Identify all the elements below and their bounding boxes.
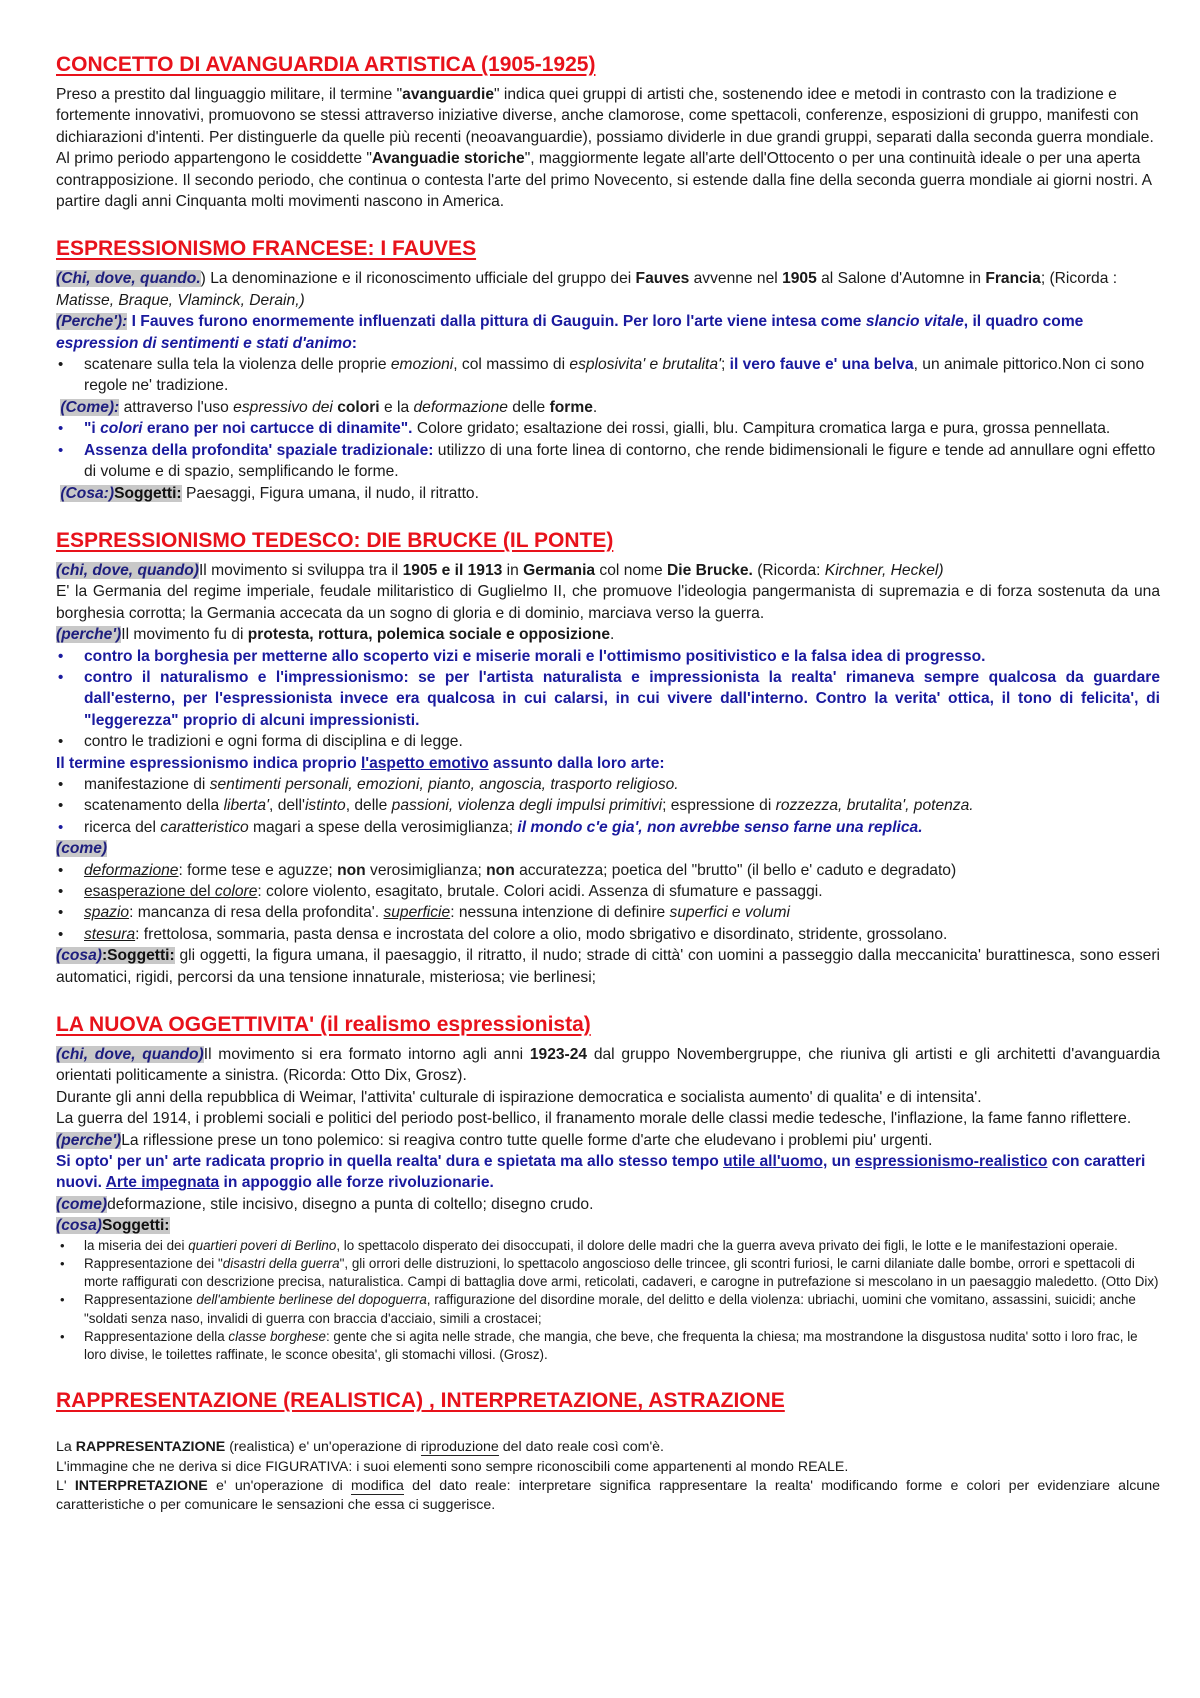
brucke-cosa: (cosa):Soggetti: gli oggetti, la figura umana, il paesaggio, il ritratto, il nudo; strade di città' con uomini a passeggio dalla meccanicita' burattinesca, sono esseri automatici, rigidi, percorsi da una tensione innaturale, misteriosa; vie berlinesi; [56, 947, 1160, 986]
list-item: • stesura: frettolosa, sommaria, pasta densa e incrostata del colore a olio, modo sbrigativo e disordinato, stridente, grossolano. [84, 924, 1160, 945]
brucke-perche: (perche')Il movimento fu di protesta, rottura, polemica sociale e opposizione. [56, 626, 615, 644]
section-title-nuova-oggettivita: LA NUOVA OGGETTIVITA' (il realismo espressionista) [56, 1013, 591, 1037]
list-item: • Rappresentazione della classe borghese: gente che si agita nelle strade, che mangia, che beve, che frequenta la chiesa; ma mostrandone la disgustosa nudita' sotto i loro frac, le loro divise, le toilettes raffinate, le sconce obesita', gli stomachi villosi. (Grosz). [84, 1328, 1160, 1364]
list-item: • Rappresentazione dell'ambiente berlinese del dopoguerra, raffigurazione del disordine morale, del delitto e della violenza: ubriachi, uomini che vomitano, assassini, suicidi; anche "soldati senza naso, invalidi di guerra con braccia d'acciaio, simili a crostacei; [84, 1291, 1160, 1327]
paragraph-avanguardia-2: Al primo periodo appartengono le cosiddette "Avanguadie storiche", maggiormente legate all'arte dell'Ottocento o per una continuità ideale o per una aperta contrapposizione. Il secondo periodo, che continua o contesta l'arte del primo Novecento, si estende dalla fine della seconda guerra mondiale ai giorni nostri. A partire dagli anni Cinquanta molti movimenti nascono in America. [56, 150, 1152, 211]
list-item: • deformazione: forme tese e aguzze; non verosimiglianza; non accuratezza; poetica del "brutto" (il bello e' caduto e degradato) [84, 860, 1160, 881]
fauves-perche: (Perche'): I Fauves furono enormemente influenzati dalla pittura di Gauguin. Per loro l'arte viene intesa come slancio vitale, il quadro come espression di sentimenti e stati d'animo: [56, 313, 1084, 352]
list-item: • contro le tradizioni e ogni forma di disciplina e di legge. [84, 731, 1160, 752]
list-item: • spazio: mancanza di resa della profondita'. superficie: nessuna intenzione di definire superfici e volumi [84, 902, 1160, 923]
fauves-perche-list [56, 354, 1160, 397]
rappresentazione-definizione: La RAPPRESENTAZIONE (realistica) e' un'operazione di riproduzione del dato reale così com'è. [56, 1439, 664, 1456]
list-item: • Rappresentazione dei "disastri della guerra", gli orrori delle distruzioni, lo spettacolo angoscioso delle trincee, gli scontri furiosi, le carni dilaniate dalle bombe, orrori e spettacoli di morte raffigurati con descrizione precisa, naturalistica. Campi di battaglia dove armi, reticolati, cadaveri, e carogne in putrefazione si mescolano in un paesaggio maledetto. (Otto Dix) [84, 1255, 1160, 1291]
list-item: • la miseria dei dei quartieri poveri di Berlino, lo spettacolo disperato dei disoccupati, il dolore delle madri che la guerra aveva privato dei figli, le lotte e le manifestazioni operaie. [84, 1237, 1160, 1255]
oggettivita-come: (come)deformazione, stile incisivo, disegno a punta di coltello; disegno crudo. [56, 1195, 594, 1213]
oggettivita-guerra: La guerra del 1914, i problemi sociali e politici del periodo post-bellico, il franamento morale delle classi medie tedesche, l'inflazione, la fame fanno riflettere. [56, 1110, 1132, 1128]
oggettivita-cosa: (cosa)Soggetti: [56, 1217, 170, 1235]
brucke-chi-dove-quando: (chi, dove, quando)Il movimento si sviluppa tra il 1905 e il 1913 in Germania col nome Die Brucke. (Ricorda: Kirchner, Heckel) [56, 561, 944, 579]
brucke-emotivo-list [56, 774, 1160, 838]
paragraph-avanguardia-1: Preso a prestito dal linguaggio militare, il termine "avanguardie" indica quei gruppi di artisti che, sostenendo idee e metodi in contrasto con la tradizione e fortemente innovativi, promuovono se stessi attraverso iniziative diverse, anche clamorose, come spettacoli, conferenze, esposizioni di gruppo, manifesti con dichiarazioni d'intenti. Per distinguerle da quelle più recenti (neoavanguardie), possiamo dividerle in due grandi gruppi, separati dalla seconda guerra mondiale. [56, 86, 1154, 146]
list-item: • esasperazione del colore: colore violento, esagitato, brutale. Colori acidi. Assenza di sfumature e passaggi. [84, 881, 1160, 902]
document-page [56, 52, 1160, 1516]
brucke-come-list [56, 860, 1160, 946]
list-item: • Assenza della profondita' spaziale tradizionale: utilizzo di una forte linea di contorno, che rende bidimensionali le figure e tende ad annullare ogni effetto di volume e di spazio, semplificando le forme. [84, 440, 1160, 483]
rappresentazione-figurativa: L'immagine che ne deriva si dice FIGURATIVA: i suoi elementi sono sempre riconoscibili come appartenenti al mondo REALE. [56, 1458, 849, 1475]
brucke-come: (come) [56, 840, 108, 858]
list-item: • contro il naturalismo e l'impressionismo: se per l'artista naturalista e impressionista la realta' rimaneva sempre qualcosa da guardare dall'esterno, per l'espressionista invece era qualcosa in cui calarsi, in cui vivere dall'interno. Contro la verita' ottica, il tono di felicita', di "leggerezza" proprio di alcuni impressionisti. [84, 667, 1160, 731]
brucke-perche-list [56, 646, 1160, 753]
brucke-termine: Il termine espressionismo indica proprio l'aspetto emotivo assunto dalla loro arte: [56, 754, 665, 772]
list-item: • scatenamento della liberta', dell'istinto, delle passioni, violenza degli impulsi primitivi; espressione di rozzezza, brutalita', potenza. [84, 795, 1160, 816]
fauves-come-list [56, 418, 1160, 482]
oggettivita-perche: (perche')La riflessione prese un tono polemico: si reagiva contro tutte quelle forme d'arte che eludevano i problemi piu' urgenti. [56, 1131, 933, 1149]
fauves-chi-dove-quando: (Chi, dove, quando.) La denominazione e il riconoscimento ufficiale del gruppo dei Fauves avvenne nel 1905 al Salone d'Automne in Francia; (Ricorda : Matisse, Braque, Vlaminck, Derain,) [56, 270, 1118, 309]
list-item: • scatenare sulla tela la violenza delle proprie emozioni, col massimo di esplosivita' e brutalita'; il vero fauve e' una belva, un animale pittorico.Non ci sono regole ne' tradizione. [84, 354, 1160, 397]
section-title-fauves: ESPRESSIONISMO FRANCESE: I FAUVES [56, 237, 477, 261]
oggettivita-arte: Si opto' per un' arte radicata proprio in quella realta' dura e spietata ma allo stesso tempo utile all'uomo, un espressionismo-realistico con caratteri nuovi. Arte impegnata in appoggio alle forze rivoluzionarie. [56, 1153, 1146, 1192]
fauves-come: (Come): attraverso l'uso espressivo dei colori e la deformazione delle forme. [60, 398, 598, 416]
interpretazione-definizione: L' INTERPRETAZIONE e' un'operazione di modifica del dato reale: interpretare significa rappresentare la realta' modificando forme e colori per evidenziare alcune caratteristiche o per comunicare le sensazioni che essa ci suggerisce. [56, 1477, 1160, 1514]
list-item: • ricerca del caratteristico magari a spese della verosimiglianza; il mondo c'e gia', non avrebbe senso farne una replica. [84, 817, 1160, 838]
oggettivita-chi-dove-quando: (chi, dove, quando)Il movimento si era formato intorno agli anni 1923-24 dal gruppo Novembergruppe, che riuniva gli artisti e gli architetti d'avanguardia orientati politicamente a sinistra. (Ricorda: Otto Dix, Grosz). [56, 1046, 1161, 1085]
list-item: • manifestazione di sentimenti personali, emozioni, pianto, angoscia, trasporto religioso. [84, 774, 1160, 795]
section-title-die-brucke: ESPRESSIONISMO TEDESCO: DIE BRUCKE (IL PONTE) [56, 528, 614, 552]
oggettivita-soggetti-list [56, 1237, 1160, 1364]
oggettivita-weimar: Durante gli anni della repubblica di Weimar, l'attivita' culturale di ispirazione democratica e socialista aumento' di qualita' e di intensita'. [56, 1088, 982, 1106]
brucke-context: E' la Germania del regime imperiale, feudale militaristico di Guglielmo II, che promuove l'ideologia pangermanista di supremazia e di forza sostenuta da una borghesia corrotta; la Germania accecata da un sogno di gloria e di dominio, marciava verso la guerra. [56, 583, 1160, 622]
list-item: • contro la borghesia per metterne allo scoperto vizi e miserie morali e l'ottimismo positivistico e la falsa idea di progresso. [84, 646, 1160, 667]
section-title-avanguardia: CONCETTO DI AVANGUARDIA ARTISTICA (1905-1925) [56, 53, 596, 76]
list-item: • "i colori erano per noi cartucce di dinamite". Colore gridato; esaltazione dei rossi, gialli, blu. Campitura cromatica larga e pura, grossa pennellata. [84, 418, 1160, 439]
fauves-cosa: (Cosa:)Soggetti: Paesaggi, Figura umana, il nudo, il ritratto. [60, 484, 479, 502]
section-title-rappresentazione: RAPPRESENTAZIONE (REALISTICA) , INTERPRETAZIONE, ASTRAZIONE [56, 1389, 785, 1413]
